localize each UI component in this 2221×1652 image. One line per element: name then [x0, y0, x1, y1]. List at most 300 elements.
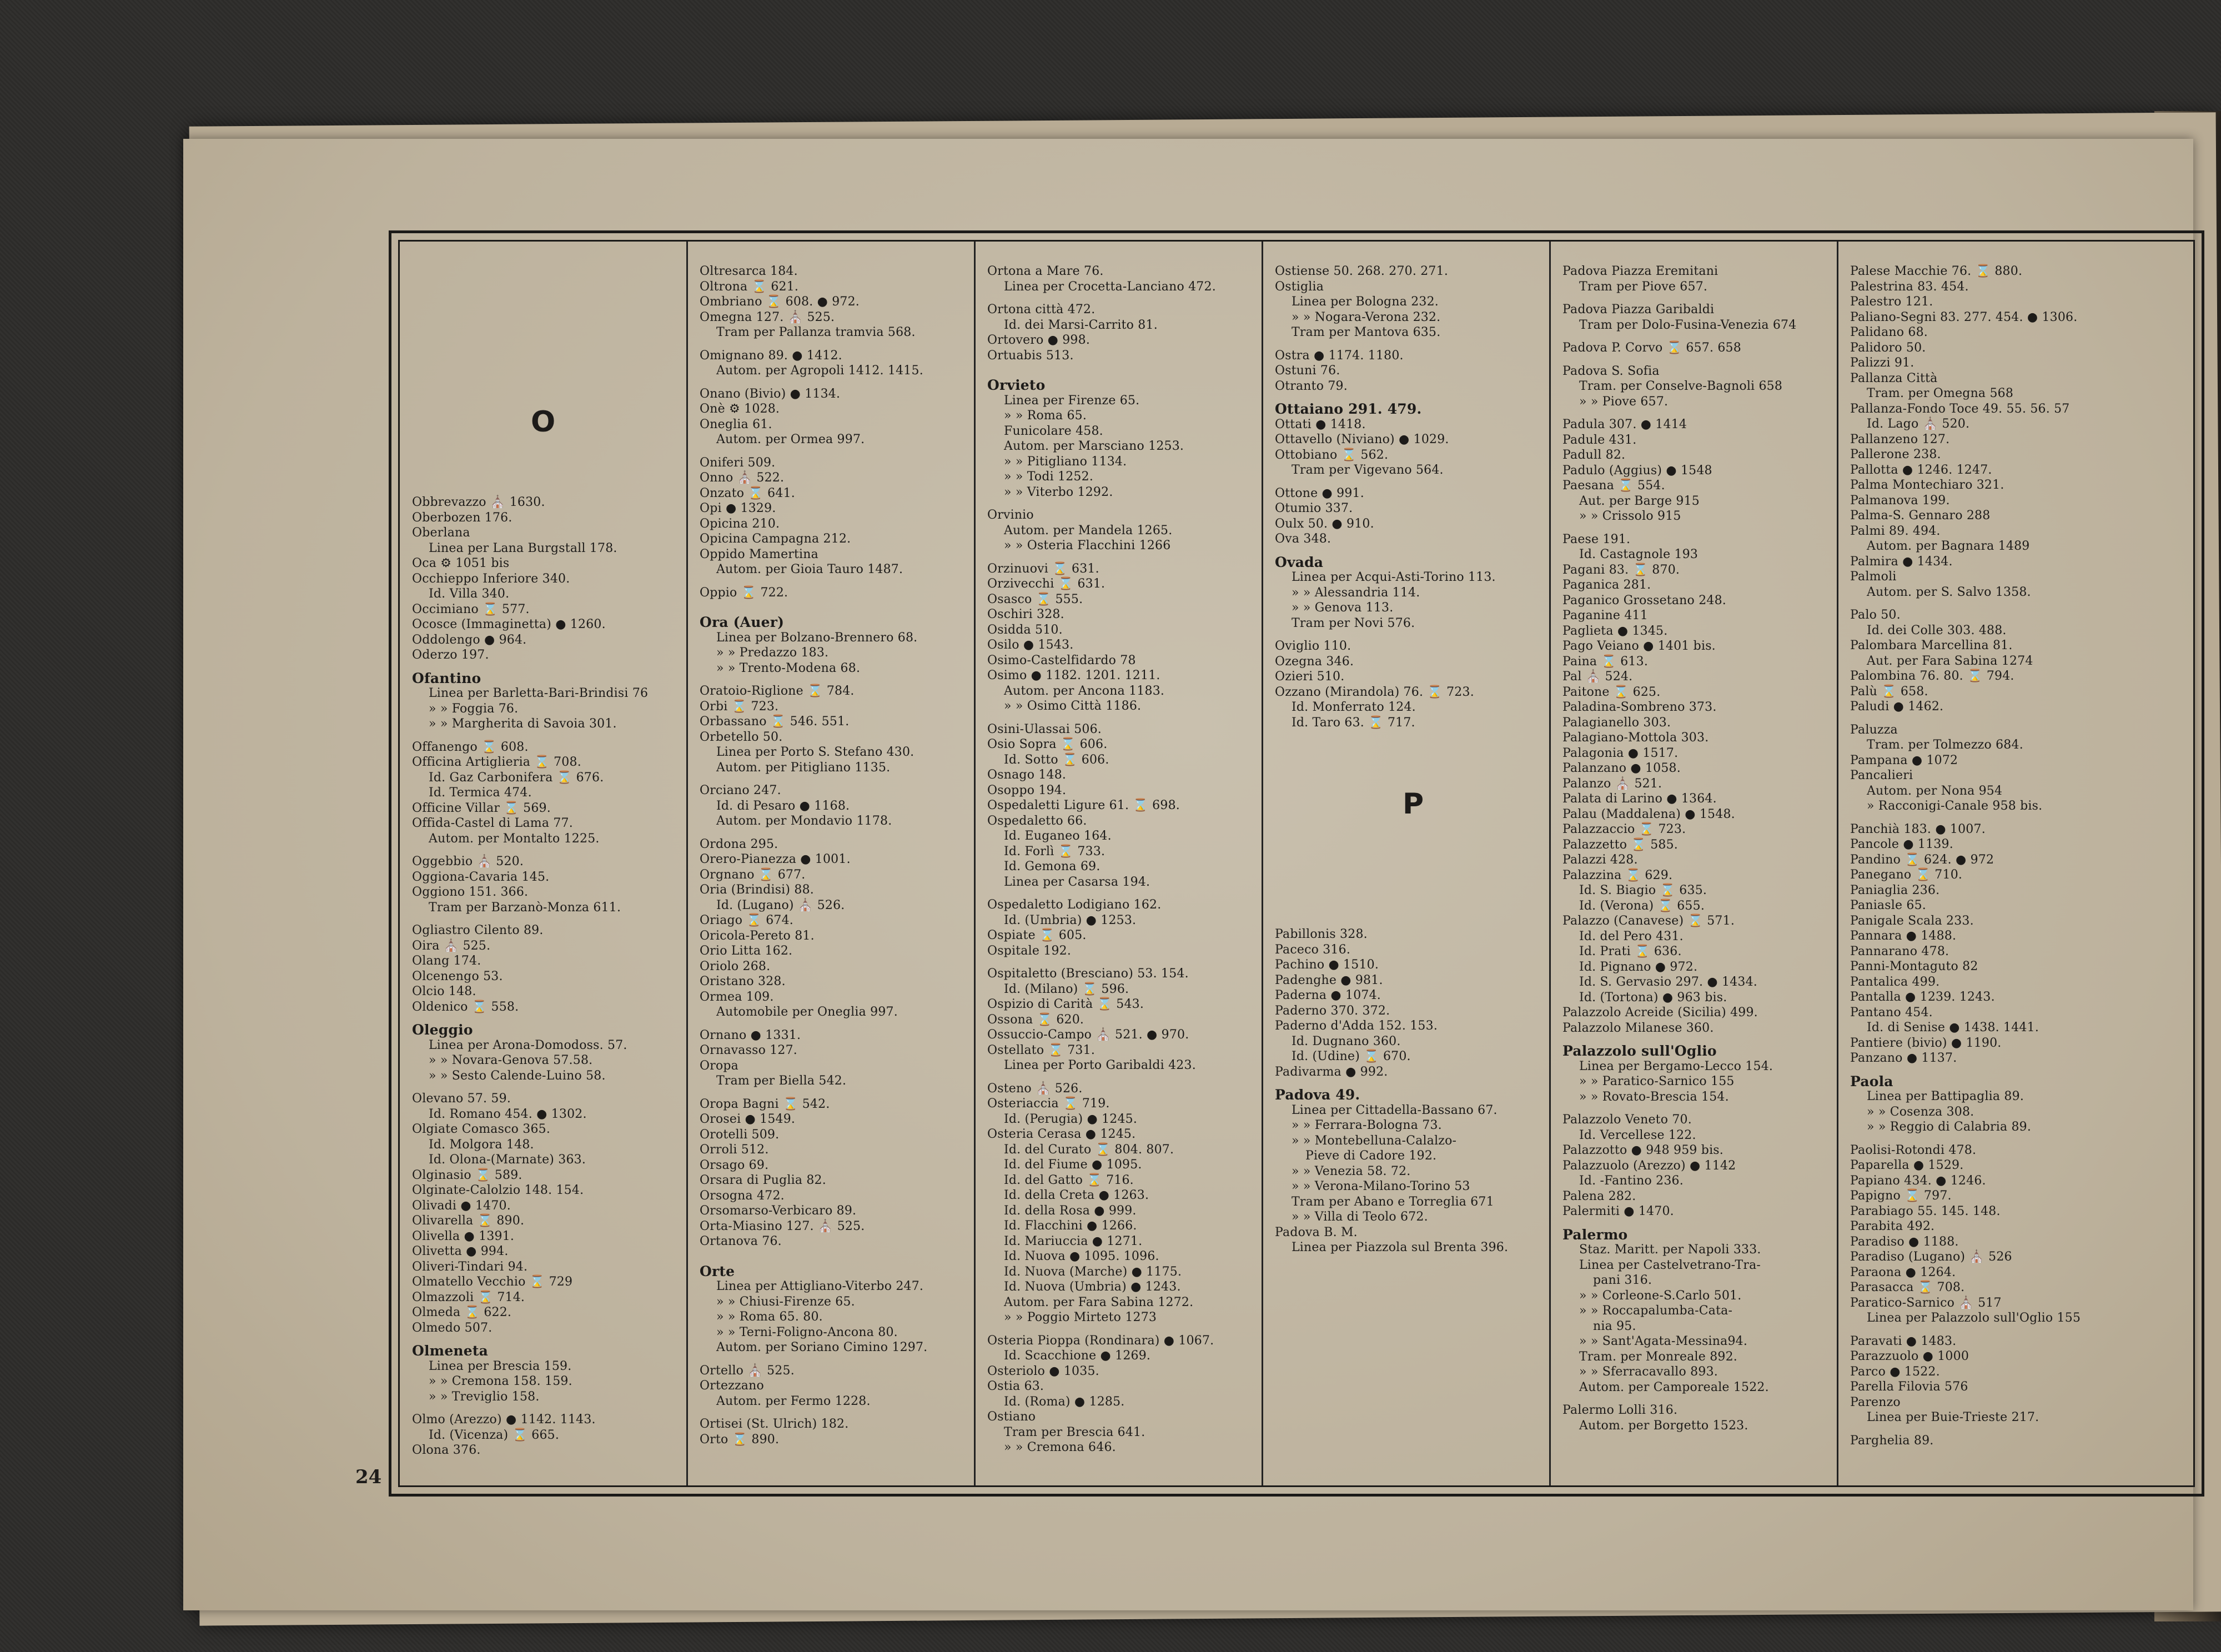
- index-entry: Palombina 76. 80. ⌛ 794.: [1850, 669, 2014, 683]
- index-entry: » » Predazzo 183.: [716, 646, 829, 660]
- index-entry: Paniasle 65.: [1850, 898, 1926, 912]
- index-entry: Palanzo ⛪ 521.: [1562, 776, 1662, 791]
- index-entry: » » Terni-Foligno-Ancona 80.: [716, 1325, 898, 1339]
- index-entry: Tram per Mantova 635.: [1292, 325, 1441, 339]
- index-entry: Ortello ⛪ 525.: [700, 1363, 795, 1378]
- index-entry: Pallerone 238.: [1850, 448, 1941, 461]
- index-entry: Id. Romano 454. ● 1302.: [429, 1107, 587, 1121]
- index-entry: Padova P. Corvo ⌛ 657. 658: [1562, 341, 1741, 355]
- index-entry: » » Crissolo 915: [1579, 509, 1681, 523]
- index-entry: Ospedaletto Lodigiano 162.: [987, 898, 1162, 912]
- index-entry: Osasco ⌛ 555.: [987, 592, 1083, 606]
- index-entry: Tram per Barzanò-Monza 611.: [429, 900, 621, 915]
- index-entry: Palazzolo sull'Oglio: [1562, 1043, 1717, 1059]
- index-entry: Id. del Gatto ⌛ 716.: [1004, 1173, 1134, 1187]
- index-entry: Autom. per Soriano Cimino 1297.: [716, 1340, 928, 1354]
- index-entry: Orbi ⌛ 723.: [700, 699, 779, 714]
- index-entry: Olmazzoli ⌛ 714.: [412, 1290, 525, 1304]
- section-letter-p: P: [1403, 787, 1424, 821]
- index-entry: Orzinuovi ⌛ 631.: [987, 561, 1099, 576]
- index-entry: Id. (Vicenza) ⌛ 665.: [429, 1428, 560, 1442]
- index-entry: Palazzaccio ⌛ 723.: [1562, 822, 1686, 836]
- index-entry: Officina Artiglieria ⌛ 708.: [412, 755, 581, 769]
- index-entry: Pallanza Città: [1850, 371, 1938, 385]
- index-entry: Linea per Barletta-Bari-Brindisi 76: [429, 686, 649, 700]
- index-entry: Id. Mariuccia ● 1271.: [1004, 1234, 1143, 1248]
- index-entry: » » Foggia 76.: [429, 701, 519, 716]
- index-entry: » » Chiusi-Firenze 65.: [716, 1294, 855, 1309]
- index-entry: » » Rovato-Brescia 154.: [1579, 1089, 1729, 1104]
- index-entry: Pallanza-Fondo Toce 49. 55. 56. 57: [1850, 401, 2070, 416]
- index-entry: Oulx 50. ● 910.: [1275, 516, 1374, 531]
- index-entry: Ormea 109.: [700, 990, 774, 1004]
- index-entry: Palù ⌛ 658.: [1850, 684, 1928, 699]
- index-entry: » » Alessandria 114.: [1292, 585, 1420, 600]
- index-entry: Pampana ● 1072: [1850, 753, 1958, 767]
- index-entry: Linea per Casarsa 194.: [1004, 875, 1150, 889]
- index-entry: Osini-Ulassai 506.: [987, 722, 1102, 736]
- index-entry: Orta-Miasino 127. ⛪ 525.: [700, 1219, 865, 1233]
- index-entry: Id. (Lugano) ⛪ 526.: [716, 898, 845, 912]
- index-entry: Id. Gemona 69.: [1004, 860, 1101, 873]
- index-entry: Pantano 454.: [1850, 1005, 1933, 1020]
- index-entry: Oropa: [700, 1058, 738, 1073]
- index-entry: Oddolengo ● 964.: [412, 632, 527, 647]
- index-entry: Ortanova 76.: [700, 1234, 782, 1248]
- index-entry: Paderno d'Adda 152. 153.: [1275, 1019, 1438, 1033]
- index-entry: Osteriolo ● 1035.: [987, 1364, 1099, 1378]
- index-entry: Ostellato ⌛ 731.: [987, 1043, 1096, 1057]
- index-entry: Pannarano 478.: [1850, 944, 1949, 958]
- index-entry: Pancole ● 1139.: [1850, 837, 1953, 851]
- index-entry: Oppio ⌛ 722.: [700, 585, 788, 600]
- index-entry: Automobile per Oneglia 997.: [716, 1005, 898, 1019]
- index-entry: » » Pitigliano 1134.: [1004, 454, 1127, 469]
- index-entry: Paliano-Segni 83. 277. 454. ● 1306.: [1850, 310, 2078, 324]
- index-entry: Linea per Piazzola sul Brenta 396.: [1292, 1241, 1509, 1254]
- index-entry: Id. Monferrato 124.: [1292, 700, 1416, 714]
- index-entry: Palmi 89. 494.: [1850, 524, 1941, 538]
- index-entry: » » Venezia 58. 72.: [1292, 1164, 1411, 1178]
- index-entry: Paolisi-Rotondi 478.: [1850, 1143, 1977, 1157]
- section-break: [1275, 730, 1555, 919]
- index-entry: Palazzo (Canavese) ⌛ 571.: [1562, 914, 1735, 928]
- index-entry: Ospedaletto 66.: [987, 814, 1087, 828]
- index-entry: Palizzi 91.: [1850, 356, 1915, 370]
- index-entry: Paesana ⌛ 554.: [1562, 479, 1665, 493]
- index-entry: Id. della Rosa ● 999.: [1004, 1203, 1137, 1218]
- index-entry: Offida-Castel di Lama 77.: [412, 816, 573, 830]
- index-entry: Ornano ● 1331.: [700, 1028, 801, 1042]
- index-entry: Osteriaccia ⌛ 719.: [987, 1097, 1110, 1111]
- index-entry: Id. del Pero 431.: [1579, 929, 1684, 943]
- index-entry: Palermo Lolli 316.: [1562, 1403, 1678, 1417]
- index-entry: Osidda 510.: [987, 622, 1063, 637]
- index-entry: Osio Sopra ⌛ 606.: [987, 737, 1108, 751]
- index-entry: Palmoli: [1850, 570, 1897, 584]
- index-entry: Linea per Bologna 232.: [1292, 295, 1439, 309]
- index-entry: » » Ferrara-Bologna 73.: [1292, 1118, 1442, 1132]
- index-entry: Orbassano ⌛ 546. 551.: [700, 715, 850, 729]
- index-entry: » » Roccapalumba-Cata-: [1579, 1304, 1733, 1318]
- index-entry: Id. Prati ⌛ 636.: [1579, 945, 1682, 958]
- index-entry: Oggebbio ⛪ 520.: [412, 855, 524, 868]
- index-entry: Parco ● 1522.: [1850, 1364, 1940, 1379]
- index-entry: Onano (Bivio) ● 1134.: [700, 386, 841, 401]
- index-frame: [389, 230, 2204, 1497]
- index-entry: Paludi ● 1462.: [1850, 700, 1944, 714]
- index-entry: Panigale Scala 233.: [1850, 913, 1974, 928]
- index-entry: Parabiago 55. 145. 148.: [1850, 1204, 2001, 1218]
- index-entry: Ortovero ● 998.: [987, 333, 1091, 347]
- index-entry: Id. Taro 63. ⌛ 717.: [1292, 715, 1415, 730]
- index-entry: Padova B. M.: [1275, 1225, 1358, 1239]
- index-entry: Id. del Curato ⌛ 804. 807.: [1004, 1142, 1174, 1157]
- index-entry: Ofantino: [412, 670, 481, 686]
- index-entry: Panchià 183. ● 1007.: [1850, 822, 1986, 836]
- index-entry: Paganica 281.: [1562, 578, 1651, 592]
- index-entry: Linea per Porto S. Stefano 430.: [716, 745, 914, 759]
- index-entry: Id. di Senise ● 1438. 1441.: [1867, 1021, 2039, 1035]
- index-entry: Autom. per Borgetto 1523.: [1579, 1418, 1748, 1433]
- index-entry: » » Paratico-Sarnico 155: [1579, 1074, 1735, 1088]
- index-entry: Papigno ⌛ 797.: [1850, 1189, 1952, 1203]
- index-entry: Osteria Cerasa ● 1245.: [987, 1127, 1136, 1141]
- index-entry: Palazzolo Acreide (Sicilia) 499.: [1562, 1006, 1758, 1020]
- index-entry: Oriago ⌛ 674.: [700, 913, 793, 927]
- index-entry: Olmatello Vecchio ⌛ 729: [412, 1275, 573, 1289]
- index-entry: Orroli 512.: [700, 1143, 769, 1157]
- index-entry: Ospiate ⌛ 605.: [987, 928, 1087, 942]
- index-entry: Padova Piazza Eremitani: [1562, 264, 1718, 278]
- index-entry: Id. Molgora 148.: [429, 1137, 534, 1152]
- index-entry: Id. (Milano) ⌛ 596.: [1004, 982, 1129, 996]
- index-entry: Ospitaletto (Bresciano) 53. 154.: [987, 967, 1189, 981]
- index-entry: Padull 82.: [1562, 448, 1626, 462]
- index-entry: Ogliastro Cilento 89.: [412, 923, 544, 937]
- index-entry: Palata di Larino ● 1364.: [1562, 792, 1717, 806]
- index-entry: Oltrona ⌛ 621.: [700, 279, 799, 294]
- index-entry: Ortona a Mare 76.: [987, 264, 1104, 278]
- index-entry: Palestro 121.: [1850, 295, 1933, 309]
- index-entry: Pachino ● 1510.: [1275, 958, 1379, 972]
- index-entry: Id. Dugnano 360.: [1292, 1034, 1401, 1048]
- index-entry: Orbetello 50.: [700, 730, 783, 744]
- index-entry: Ottati ● 1418.: [1275, 417, 1366, 431]
- index-entry: Olginate-Calolzio 148. 154.: [412, 1183, 584, 1197]
- index-entry: Id. -Fantino 236.: [1579, 1174, 1684, 1188]
- index-entry: Id. Castagnole 193: [1579, 548, 1699, 561]
- index-entry: Parazzuolo ● 1000: [1850, 1349, 1969, 1363]
- index-entry: Palidoro 50.: [1850, 340, 1926, 355]
- index-entry: Ostiense 50. 268. 270. 271.: [1275, 264, 1449, 278]
- index-entry: Id. Nuova (Marche) ● 1175.: [1004, 1264, 1182, 1279]
- index-entry: Tram per Biella 542.: [716, 1074, 847, 1088]
- index-entry: Id. (Verona) ⌛ 655.: [1579, 898, 1705, 913]
- index-entry: Oca ⚙ 1051 bis: [412, 556, 510, 570]
- index-entry: Padula 307. ● 1414: [1562, 418, 1687, 431]
- index-entry: Ozzano (Mirandola) 76. ⌛ 723.: [1275, 685, 1474, 699]
- index-entry: Id. Sotto ⌛ 606.: [1004, 752, 1109, 767]
- index-entry: Oriolo 268.: [700, 959, 771, 973]
- index-entry: Paitone ⌛ 625.: [1562, 685, 1661, 699]
- index-entry: Id. Vercellese 122.: [1579, 1128, 1696, 1142]
- index-entry: Oria (Brindisi) 88.: [700, 883, 814, 897]
- index-frame-inner: [398, 240, 2195, 1487]
- index-entry: Funicolare 458.: [1004, 424, 1103, 438]
- index-entry: Id. della Creta ● 1263.: [1004, 1188, 1149, 1202]
- index-entry: Ottobiano ⌛ 562.: [1275, 448, 1389, 462]
- index-entry: Ostra ● 1174. 1180.: [1275, 348, 1404, 363]
- index-entry: Autom. per Bagnara 1489: [1867, 539, 2030, 553]
- index-entry: Panni-Montaguto 82: [1850, 960, 1978, 973]
- index-entry: Palermiti ● 1470.: [1562, 1204, 1674, 1218]
- index-entry: Palestrina 83. 454.: [1850, 279, 1969, 294]
- index-entry: Omegna 127. ⛪ 525.: [700, 310, 835, 324]
- index-entry: Oggiono 151. 366.: [412, 885, 529, 899]
- index-entry: Autom. per Mandela 1265.: [1004, 523, 1173, 538]
- index-entry: Ossona ⌛ 620.: [987, 1012, 1084, 1027]
- index-entry: Parabita 492.: [1850, 1219, 1935, 1233]
- index-entry: Linea per Cittadella-Bassano 67.: [1292, 1103, 1498, 1117]
- index-entry: Parghelia 89.: [1850, 1433, 1934, 1448]
- index-entry: Palazzolo Milanese 360.: [1562, 1021, 1714, 1035]
- index-entry: Orvieto: [987, 377, 1046, 393]
- index-entry: Tram. per Tolmezzo 684.: [1867, 738, 2023, 752]
- index-entry: Palmanova 199.: [1850, 493, 1950, 508]
- index-entry: Paraona ● 1264.: [1850, 1265, 1956, 1279]
- index-entry: Opicina Campagna 212.: [700, 532, 851, 546]
- index-entry: Tram per Piove 657.: [1579, 279, 1708, 294]
- index-entry: Osimo-Castelfidardo 78: [987, 653, 1136, 667]
- index-entry: Padule 431.: [1562, 433, 1637, 447]
- index-entry: Pallotta ● 1246. 1247.: [1850, 463, 1992, 477]
- index-entry: Pal ⛪ 524.: [1562, 670, 1633, 684]
- index-entry: Opi ● 1329.: [700, 501, 776, 515]
- index-entry: Id. (Umbria) ● 1253.: [1004, 913, 1137, 927]
- index-entry: Ombriano ⌛ 608. ● 972.: [700, 295, 860, 309]
- index-entry: Oberlana: [412, 526, 470, 540]
- index-entry: Tram. per Conselve-Bagnoli 658: [1579, 379, 1783, 393]
- index-entry: Ortisei (St. Ulrich) 182.: [700, 1417, 849, 1431]
- index-entry: Palo 50.: [1850, 608, 1901, 622]
- index-entry: Tram per Dolo-Fusina-Venezia 674: [1579, 318, 1797, 332]
- index-entry: Oliveri-Tindari 94.: [412, 1259, 528, 1274]
- index-entry: Paravati ● 1483.: [1850, 1334, 1957, 1348]
- index-entry: Oricola-Pereto 81.: [700, 928, 815, 943]
- index-entry: Tram per Vigevano 564.: [1292, 463, 1444, 477]
- index-entry: Ospedaletti Ligure 61. ⌛ 698.: [987, 799, 1180, 812]
- index-entry: Autom. per Nona 954: [1867, 784, 2003, 798]
- index-entry: Autom. per S. Salvo 1358.: [1867, 585, 2031, 599]
- index-entry: Id. Lago ⛪ 520.: [1867, 417, 1970, 431]
- index-entry: Palese Macchie 76. ⌛ 880.: [1850, 264, 2023, 278]
- index-entry: Occhieppo Inferiore 340.: [412, 571, 570, 586]
- index-entry: Padivarma ● 992.: [1275, 1064, 1388, 1079]
- index-entry: Olivella ● 1391.: [412, 1229, 515, 1243]
- index-entry: Oppido Mamertina: [700, 547, 818, 561]
- index-entry: Ottaiano 291. 479.: [1275, 401, 1422, 417]
- index-entry: Id. Termica 474.: [429, 786, 532, 800]
- index-entry: Ozieri 510.: [1275, 670, 1345, 684]
- index-entry: Id. Nuova (Umbria) ● 1243.: [1004, 1280, 1181, 1294]
- index-entry: Ocosce (Immaginetta) ● 1260.: [412, 617, 606, 631]
- index-entry: Paradiso ● 1188.: [1850, 1234, 1959, 1249]
- index-entry: Panzano ● 1137.: [1850, 1051, 1957, 1065]
- index-entry: Paina ⌛ 613.: [1562, 654, 1649, 669]
- index-entry: Osteria Pioppa (Rondinara) ● 1067.: [987, 1333, 1214, 1348]
- index-entry: Oneglia 61.: [700, 417, 772, 431]
- index-entry: Padova Piazza Garibaldi: [1562, 303, 1715, 317]
- index-entry: Tram per Abano e Torreglia 671: [1292, 1194, 1494, 1209]
- index-entry: » » Novara-Genova 57.58.: [429, 1053, 593, 1067]
- index-column-3: [987, 264, 1268, 1485]
- index-entry: Olivetta ● 994.: [412, 1244, 509, 1258]
- index-entry: Linea per Firenze 65.: [1004, 393, 1140, 408]
- index-entry: Parenzo: [1850, 1395, 1901, 1409]
- index-entry: Olmeda ⌛ 622.: [412, 1305, 512, 1319]
- index-entry: Oratoio-Riglione ⌛ 784.: [700, 684, 855, 698]
- index-entry: Id. Euganeo 164.: [1004, 829, 1112, 843]
- index-entry: Otranto 79.: [1275, 379, 1348, 393]
- index-entry: Palazzotto ● 948 959 bis.: [1562, 1143, 1723, 1157]
- index-entry: Pantalica 499.: [1850, 975, 1940, 989]
- index-entry: Id. S. Gervasio 297. ● 1434.: [1579, 975, 1758, 989]
- index-entry: Oderzo 197.: [412, 648, 489, 662]
- index-entry: Id. dei Colle 303. 488.: [1867, 623, 2007, 637]
- index-entry: Orte: [700, 1263, 735, 1279]
- index-entry: Paniaglia 236.: [1850, 883, 1940, 897]
- index-entry: Autom. per Ormea 997.: [716, 433, 865, 446]
- index-entry: » » Sferracavallo 893.: [1579, 1365, 1718, 1379]
- index-entry: Paladina-Sombreno 373.: [1562, 700, 1717, 714]
- index-entry: Palombara Marcellina 81.: [1850, 639, 2013, 652]
- index-entry: pani 316.: [1593, 1273, 1652, 1287]
- index-entry: Palazzi 428.: [1562, 853, 1638, 867]
- index-entry: Palazzina ⌛ 629.: [1562, 868, 1673, 882]
- index-entry: Orgnano ⌛ 677.: [700, 867, 806, 882]
- index-entry: » » Roma 65. 80.: [716, 1310, 823, 1324]
- index-entry: Aut. per Fara Sabina 1274: [1867, 654, 2033, 668]
- index-entry: Linea per Castelvetrano-Tra-: [1579, 1258, 1761, 1272]
- index-entry: Oviglio 110.: [1275, 639, 1351, 653]
- index-entry: Palidano 68.: [1850, 325, 1928, 339]
- index-entry: Padenghe ● 981.: [1275, 973, 1383, 987]
- index-entry: Ostiano: [987, 1410, 1036, 1424]
- index-entry: Ottavello (Niviano) ● 1029.: [1275, 433, 1449, 446]
- index-entry: Osoppo 194.: [987, 783, 1067, 797]
- index-entry: Autom. per Fermo 1228.: [716, 1394, 871, 1408]
- index-entry: Linea per Porto Garibaldi 423.: [1004, 1058, 1196, 1072]
- index-entry: Paganico Grossetano 248.: [1562, 593, 1726, 607]
- index-entry: Paola: [1850, 1073, 1893, 1089]
- index-entry: Oltresarca 184.: [700, 264, 798, 278]
- index-entry: Pandino ⌛ 624. ● 972: [1850, 852, 1994, 867]
- index-entry: Id. dei Marsi-Carrito 81.: [1004, 318, 1158, 332]
- index-entry: Oristano 328.: [700, 975, 786, 988]
- index-entry: Id. (Tortona) ● 963 bis.: [1579, 990, 1727, 1005]
- index-entry: » » Trento-Modena 68.: [716, 661, 861, 675]
- index-entry: Ova 348.: [1275, 532, 1331, 546]
- index-entry: Autom. per Ancona 1183.: [1004, 684, 1165, 698]
- index-entry: Id. Nuova ● 1095. 1096.: [1004, 1249, 1159, 1263]
- index-entry: Linea per Battipaglia 89.: [1867, 1089, 2024, 1103]
- index-entry: Tram. per Omegna 568: [1867, 386, 2014, 400]
- index-entry: » » Todi 1252.: [1004, 470, 1094, 484]
- index-entry: Orero-Pianezza ● 1001.: [700, 852, 851, 866]
- index-entry: Ortuabis 513.: [987, 348, 1074, 363]
- index-entry: Olivarella ⌛ 890.: [412, 1214, 525, 1228]
- index-entry: Autom. per Montalto 1225.: [429, 831, 600, 846]
- index-entry: Paese 191.: [1562, 532, 1631, 546]
- index-entry: Paceco 316.: [1275, 942, 1351, 957]
- index-entry: Olcio 148.: [412, 985, 476, 998]
- index-entry: » » Treviglio 158.: [429, 1389, 540, 1404]
- index-entry: Olgiate Comasco 365.: [412, 1122, 551, 1136]
- index-entry: Palma-S. Gennaro 288: [1850, 509, 1991, 523]
- index-entry: Palena 282.: [1562, 1189, 1636, 1203]
- index-entry: Officine Villar ⌛ 569.: [412, 801, 551, 815]
- index-entry: Paparella ● 1529.: [1850, 1158, 1964, 1172]
- index-entry: Ordona 295.: [700, 837, 778, 851]
- index-entry: » » Sant'Agata-Messina94.: [1579, 1334, 1748, 1348]
- index-entry: Id. Flacchini ● 1266.: [1004, 1219, 1137, 1233]
- index-entry: » » Montebelluna-Calalzo-: [1292, 1133, 1457, 1148]
- index-entry: Autom. per Camporeale 1522.: [1579, 1380, 1769, 1394]
- index-entry: Linea per Acqui-Asti-Torino 113.: [1292, 570, 1496, 584]
- index-entry: Olona 376.: [412, 1443, 481, 1457]
- index-entry: » » Piove 657.: [1579, 394, 1669, 409]
- index-entry: Paratico-Sarnico ⛪ 517: [1850, 1296, 2002, 1310]
- index-entry: nia 95.: [1593, 1319, 1636, 1333]
- index-entry: Ottone ● 991.: [1275, 486, 1364, 500]
- index-entry: Olginasio ⌛ 589.: [412, 1168, 522, 1182]
- index-entry: Autom. per Gioia Tauro 1487.: [716, 563, 903, 576]
- index-entry: » » Genova 113.: [1292, 601, 1394, 615]
- index-entry: Olcenengo 53.: [412, 969, 503, 983]
- index-entry: Olmedo 507.: [412, 1320, 493, 1335]
- index-entry: Paglieta ● 1345.: [1562, 624, 1668, 638]
- index-entry: Pantalla ● 1239. 1243.: [1850, 990, 1995, 1004]
- index-entry: Pagani 83. ⌛ 870.: [1562, 563, 1680, 577]
- index-entry: Ortezzano: [700, 1379, 764, 1393]
- index-entry: Paderna ● 1074.: [1275, 988, 1381, 1002]
- index-entry: Olmeneta: [412, 1343, 489, 1359]
- index-entry: » » Poggio Mirteto 1273: [1004, 1310, 1157, 1324]
- index-entry: Id. Olona-(Marnate) 363.: [429, 1153, 586, 1167]
- index-entry: Paradiso (Lugano) ⛪ 526: [1850, 1250, 2012, 1264]
- index-entry: Autom. per Agropoli 1412. 1415.: [716, 364, 923, 378]
- index-entry: Linea per Bolzano-Brennero 68.: [716, 630, 918, 645]
- index-entry: Pago Veiano ● 1401 bis.: [1562, 639, 1716, 653]
- index-entry: » Racconigi-Canale 958 bis.: [1867, 799, 2043, 813]
- index-entry: Id. S. Biagio ⌛ 635.: [1579, 883, 1707, 897]
- index-entry: » » Margherita di Savoia 301.: [429, 717, 617, 731]
- index-entry: Autom. per Pitigliano 1135.: [716, 760, 891, 775]
- index-entry: Pallanzeno 127.: [1850, 432, 1950, 446]
- index-entry: Ostuni 76.: [1275, 364, 1340, 378]
- index-entry: » » Corleone-S.Carlo 501.: [1579, 1288, 1742, 1303]
- index-entry: Linea per Lana Burgstall 178.: [429, 541, 617, 555]
- index-entry: Pieve di Cadore 192.: [1305, 1149, 1437, 1163]
- index-entry: Panegano ⌛ 710.: [1850, 868, 1963, 882]
- index-entry: Orio Litta 162.: [700, 944, 793, 958]
- index-entry: Orotelli 509.: [700, 1127, 780, 1142]
- index-entry: Staz. Maritt. per Napoli 333.: [1579, 1243, 1761, 1257]
- index-entry: Palagonia ● 1517.: [1562, 746, 1679, 760]
- index-entry: Oschiri 328.: [987, 607, 1064, 621]
- index-entry: Osteno ⛪ 526.: [987, 1081, 1083, 1096]
